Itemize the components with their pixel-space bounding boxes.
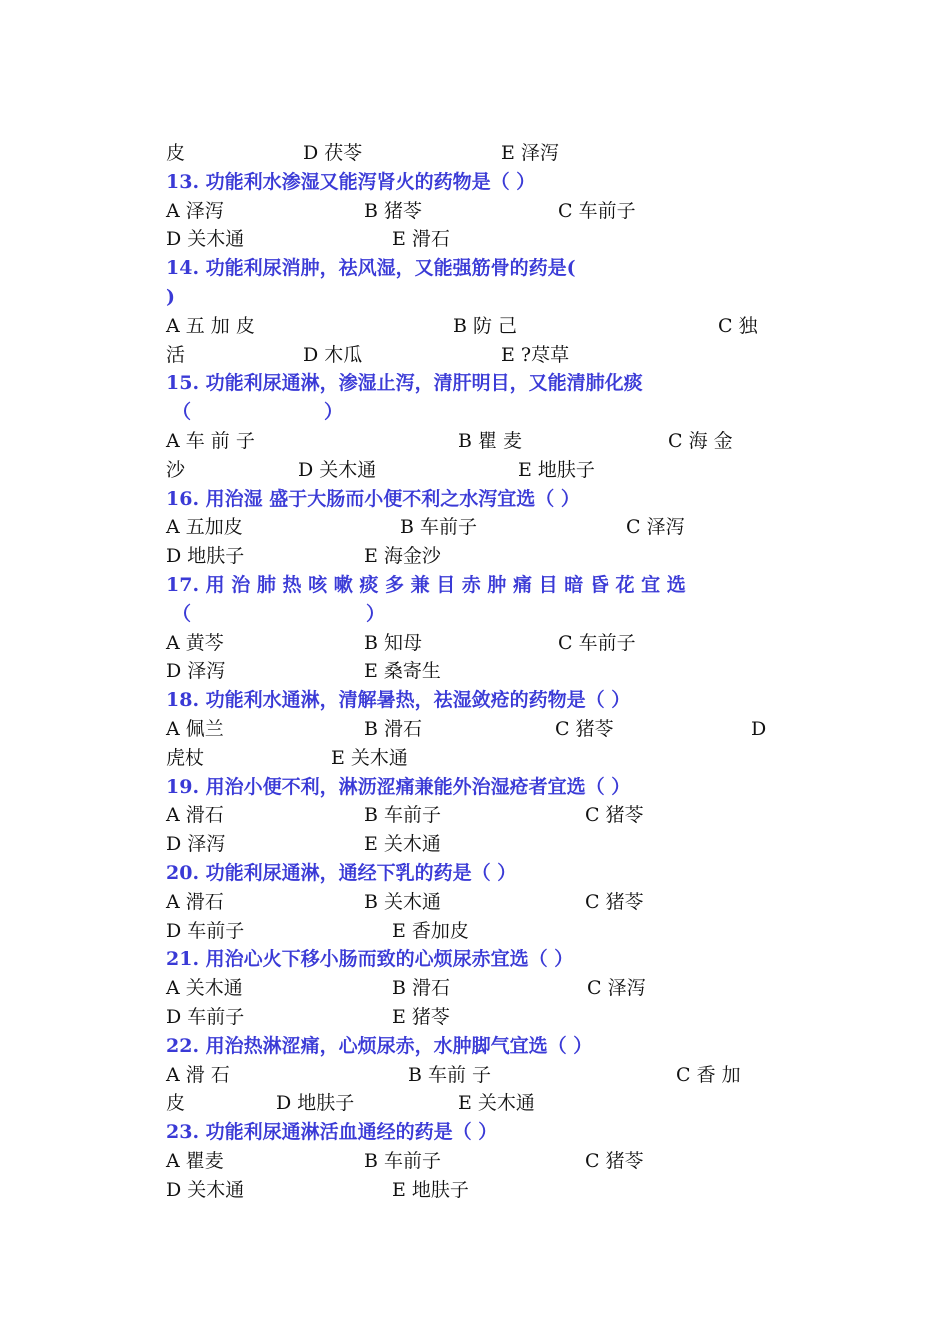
q14-option-b: B 防 己 — [453, 314, 518, 337]
q15-options-line-2 — [166, 456, 786, 485]
q17-option-d: D 泽泻 — [166, 660, 226, 683]
q21-stem: 21. 用治心火下移小肠而致的心烦尿赤宜选（ ） — [166, 948, 574, 971]
q16-option-a: A 五加皮 — [166, 516, 243, 539]
q22-option-a: A 滑 石 — [166, 1063, 230, 1086]
q15-option-d: D 关木通 — [298, 458, 377, 481]
q17-paren-open: （ — [172, 602, 192, 625]
q13-option-b: B 猪苓 — [364, 199, 423, 222]
q13-option-a: A 泽泻 — [166, 199, 224, 222]
q23-option-b: B 车前子 — [364, 1149, 442, 1172]
q23-option-c: C 猪苓 — [585, 1149, 644, 1172]
q15-stem-cont — [166, 398, 786, 427]
q22-option-e: E 关木通 — [458, 1092, 535, 1115]
q13-options-line-1 — [166, 197, 786, 226]
q12-option-tail: 皮 — [166, 142, 186, 164]
q21-option-b: B 滑石 — [392, 977, 451, 1000]
q19-options-line-2 — [166, 830, 786, 859]
q14-option-d: D 木瓜 — [303, 343, 363, 366]
q23-option-d: D 关木通 — [166, 1178, 245, 1201]
q14-option-c-tail: 活 — [166, 343, 186, 366]
q14-stem: 14. 功能利尿消肿，祛风湿，又能强筋骨的药是( — [166, 257, 576, 280]
q21-option-e: E 猪苓 — [392, 1005, 450, 1028]
q23-options-line-1 — [166, 1147, 786, 1176]
q14-options-line-2 — [166, 341, 786, 370]
q20-option-e: E 香加皮 — [392, 919, 469, 942]
q20-stem: 20. 功能利尿通淋，通经下乳的药是（ ） — [166, 861, 517, 884]
q19-option-c: C 猪苓 — [585, 804, 644, 827]
q16-options-line-2 — [166, 542, 786, 571]
q19-option-b: B 车前子 — [364, 804, 442, 827]
q16-option-c: C 泽泻 — [626, 516, 685, 539]
q23-option-a: A 瞿麦 — [166, 1149, 224, 1172]
q15-paren-open: （ — [172, 401, 192, 424]
q16-option-b: B 车前子 — [400, 516, 478, 539]
q18-option-b: B 滑石 — [364, 717, 423, 740]
q15-stem: 15. 功能利尿通淋，渗湿止泻，清肝明目，又能清肺化痰 — [166, 372, 643, 395]
q14-stem-cont: ) — [166, 285, 175, 308]
q16-option-e: E 海金沙 — [364, 545, 441, 568]
q17-options-line-1 — [166, 629, 786, 658]
q16-options-line-1 — [166, 513, 786, 542]
q17-stem-cont — [166, 600, 786, 629]
q13-option-c: C 车前子 — [558, 199, 636, 222]
q19-option-d: D 泽泻 — [166, 833, 226, 856]
q13-stem: 13. 功能利水渗湿又能泻肾火的药物是（ ） — [166, 170, 536, 193]
q14-options-line-1 — [166, 312, 786, 341]
q15-option-c-tail: 沙 — [166, 458, 186, 481]
q17-stem: 17. 用 治 肺 热 咳 嗽 痰 多 兼 目 赤 肿 痛 目 暗 昏 花 宜 选 — [166, 573, 686, 596]
q17-option-e: E 桑寄生 — [364, 660, 441, 683]
q21-option-c: C 泽泻 — [587, 977, 646, 1000]
q22-options-line-1 — [166, 1061, 786, 1090]
q13-options-line-2 — [166, 225, 786, 254]
q20-option-b: B 关木通 — [364, 890, 442, 913]
q13-option-e: E 滑石 — [392, 228, 450, 251]
q15-option-b: B 瞿 麦 — [458, 429, 523, 452]
q12-options-line — [166, 139, 786, 168]
q22-option-b: B 车前 子 — [408, 1063, 492, 1086]
q21-option-d: D 车前子 — [166, 1005, 245, 1028]
q16-option-d: D 地肤子 — [166, 545, 245, 568]
q23-options-line-2 — [166, 1176, 786, 1205]
q12-option-e: E 泽泻 — [501, 142, 559, 164]
q15-option-a: A 车 前 子 — [166, 429, 255, 452]
q18-options-line-1 — [166, 715, 786, 744]
q20-option-d: D 车前子 — [166, 919, 245, 942]
document-page — [166, 139, 786, 1204]
q22-stem: 22. 用治热淋涩痛，心烦尿赤，水肿脚气宜选（ ） — [166, 1034, 593, 1057]
q14-option-e: E ?荩草 — [501, 343, 570, 366]
q20-options-line-1 — [166, 888, 786, 917]
q15-option-c: C 海 金 — [668, 429, 733, 452]
q12-option-d: D 茯苓 — [303, 142, 363, 164]
q21-options-line-2 — [166, 1003, 786, 1032]
q18-option-d-tail: 虎杖 — [166, 746, 205, 769]
q23-stem: 23. 功能利尿通淋活血通经的药是（ ） — [166, 1121, 498, 1144]
q19-stem: 19. 用治小便不利，淋沥涩痛兼能外治湿疮者宜选（ ） — [166, 775, 631, 798]
q20-options-line-2 — [166, 917, 786, 946]
q18-option-e: E 关木通 — [331, 746, 408, 769]
q19-option-e: E 关木通 — [364, 833, 441, 856]
q18-option-c: C 猪苓 — [555, 717, 614, 740]
q21-option-a: A 关木通 — [166, 977, 243, 1000]
q18-option-a: A 佩兰 — [166, 717, 224, 740]
q14-option-a: A 五 加 皮 — [166, 314, 255, 337]
q17-option-c: C 车前子 — [558, 631, 636, 654]
q15-options-line-1 — [166, 427, 786, 456]
q17-option-b: B 知母 — [364, 631, 423, 654]
q20-option-c: C 猪苓 — [585, 890, 644, 913]
q14-option-c: C 独 — [718, 314, 758, 337]
q19-options-line-1 — [166, 801, 786, 830]
q15-paren-close: ） — [324, 401, 344, 424]
q23-option-e: E 地肤子 — [392, 1178, 469, 1201]
q22-options-line-2 — [166, 1089, 786, 1118]
q18-options-line-2 — [166, 744, 786, 773]
q15-option-e: E 地肤子 — [518, 458, 595, 481]
q18-option-d: D — [751, 717, 767, 740]
q22-option-c-tail: 皮 — [166, 1092, 186, 1115]
q22-option-d: D 地肤子 — [276, 1092, 355, 1115]
q13-option-d: D 关木通 — [166, 228, 245, 251]
q16-stem: 16. 用治湿 盛于大肠而小便不利之水泻宜选（ ） — [166, 487, 580, 510]
q17-options-line-2 — [166, 657, 786, 686]
q20-option-a: A 滑石 — [166, 890, 224, 913]
q22-option-c: C 香 加 — [676, 1063, 741, 1086]
q21-options-line-1 — [166, 974, 786, 1003]
q17-option-a: A 黄芩 — [166, 631, 224, 654]
q18-stem: 18. 功能利水通淋，清解暑热，祛湿敛疮的药物是（ ） — [166, 689, 631, 712]
q19-option-a: A 滑石 — [166, 804, 224, 827]
q17-paren-close: ） — [366, 602, 386, 625]
